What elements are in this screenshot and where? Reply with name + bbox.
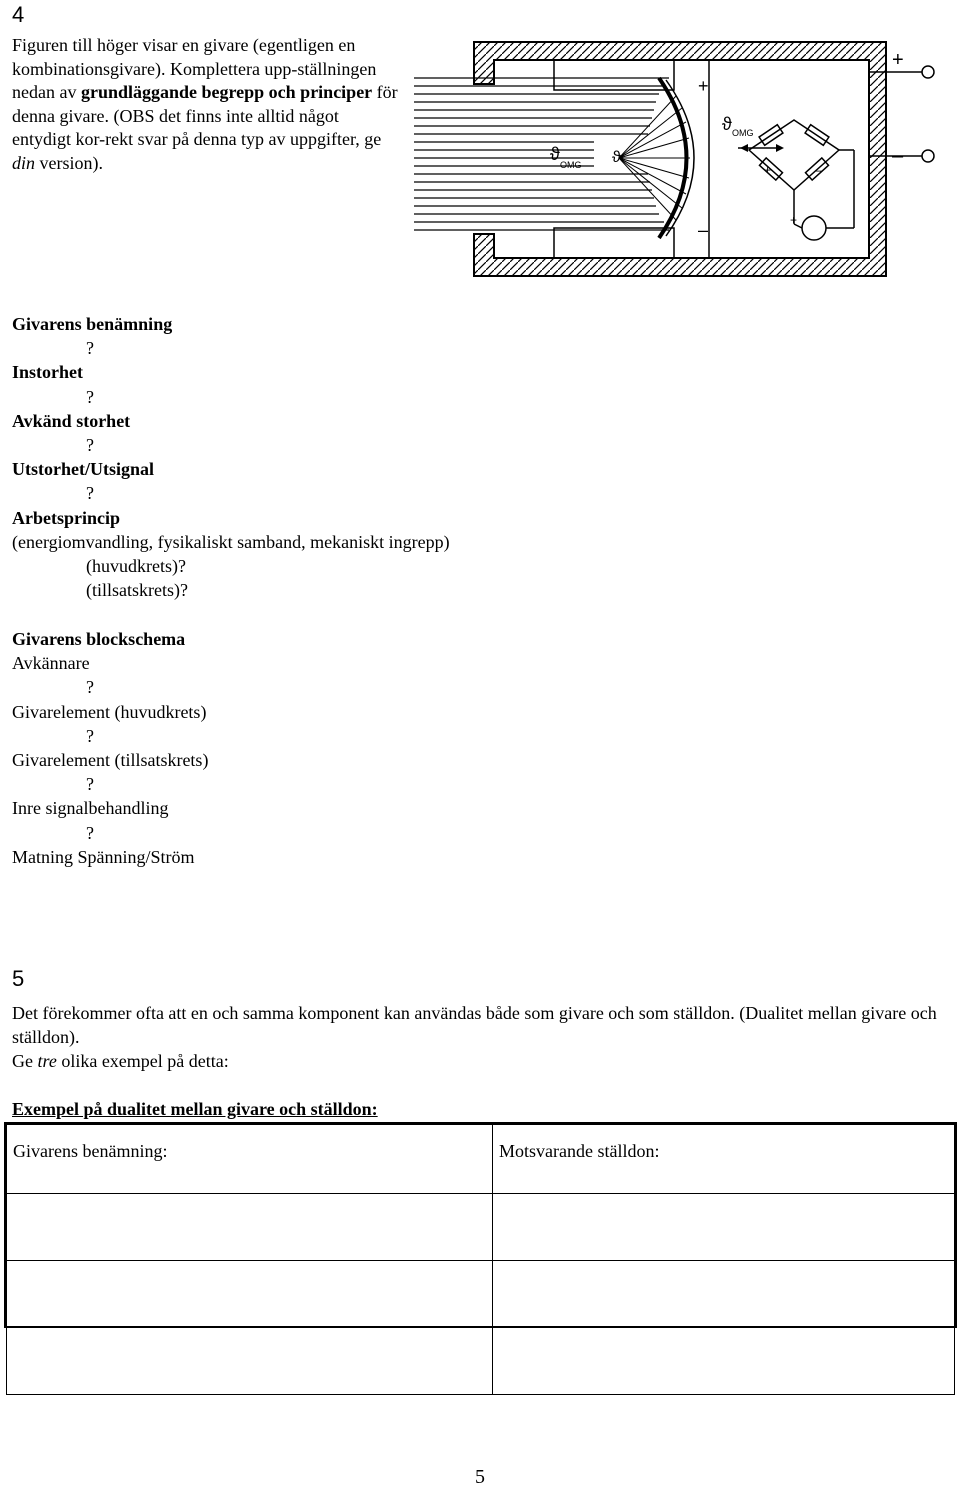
terminal [922,66,934,78]
field-answer: ? [86,677,94,698]
minus-terminal-label: – [892,145,904,167]
intro-text-3: version). [35,152,103,173]
instruction-text-2: olika exempel på detta: [56,1051,229,1072]
terminal [922,150,934,162]
flow-lines [414,78,669,230]
instruction-text: Ge [12,1051,38,1072]
block-item: Avkännare [12,653,90,674]
block-item: Matning Spänning/Ström [12,846,195,867]
plus-terminal-label: + [892,49,904,71]
block-schema-title: Givarens blockschema [12,629,186,649]
answer-cell[interactable] [493,1328,955,1395]
block-item: Givarelement (tillsatskrets) [12,750,209,771]
field-answer: ? [86,822,94,843]
field-principle-label: Arbetsprincip [12,507,120,528]
question-5-instruction [12,1049,942,1073]
question-4-number: 4 [12,2,25,27]
field-aux-circuit: (tillsatskrets)? [86,580,188,601]
field-output-label: Utstorhet/Utsignal [12,459,154,480]
block-item: Inre signalbehandling [12,798,169,819]
omg-label: OMG [560,160,582,170]
intro-text-2: för denna givare. (OBS det finns inte alltid något entydigt kor-rekt svar på denna typ av uppgifter, ge [12,82,398,150]
compartment [554,228,674,258]
sensor-figure [414,38,944,278]
field-answer: ? [86,483,94,504]
minus-sign: – [816,163,823,177]
intro-italic: din [12,152,36,173]
field-answer: ? [86,725,94,746]
answer-cell[interactable] [493,1261,955,1328]
theta-symbol: ϑ [722,114,732,134]
field-sensed-label: Avkänd storhet [12,410,131,431]
plus-sign: + [790,213,798,227]
answer-cell[interactable] [493,1194,955,1261]
answer-cell[interactable] [7,1194,493,1261]
question-5-number: 5 [12,966,25,991]
field-name-label: Givarens benämning [12,314,173,334]
theta-symbol: ϑ [550,144,560,164]
field-principle-note: (energiomvandling, fysikaliskt samband, mekaniskt ingrepp) [12,531,450,552]
intro-bold: grundläggande begrepp och principer [80,82,373,103]
plus-sign: + [764,163,772,177]
question-5-paragraph: Det förekommer ofta att en och samma komponent kan användas både som givare och som ställdon. (Dualitet mellan givare och ställdon). [12,1003,937,1048]
intro-text: Figuren till höger visar en givare (egentligen en kombinationsgivare). Komplettera upp-ställningen nedan av [12,35,377,103]
omg-label: OMG [732,128,754,138]
field-answer: ? [86,774,94,795]
field-answer: ? [86,386,94,407]
answer-cell[interactable] [7,1261,493,1328]
field-list [12,312,450,602]
housing-wall [474,42,886,276]
answer-cell[interactable] [7,1328,493,1395]
field-answer: ? [86,338,94,359]
block-schema [12,627,208,869]
page-number: 5 [475,1466,485,1488]
instruction-italic: tre [37,1051,57,1072]
answer-table [4,1122,957,1328]
table-header-cell: Motsvarande ställdon: [493,1125,955,1194]
field-main-circuit: (huvudkrets)? [86,556,186,577]
question-5-text [12,1001,942,1074]
minus-sign: – [698,220,709,240]
theta-symbol: ϑ [612,149,621,166]
field-answer: ? [86,435,94,456]
block-item: Givarelement (huvudkrets) [12,701,207,722]
example-heading: Exempel på dualitet mellan givare och ställdon: [12,1099,378,1119]
field-input-label: Instorhet [12,362,83,383]
plus-sign: + [698,76,709,96]
table-header-cell: Givarens benämning: [7,1125,493,1194]
question-4-intro [12,34,402,176]
